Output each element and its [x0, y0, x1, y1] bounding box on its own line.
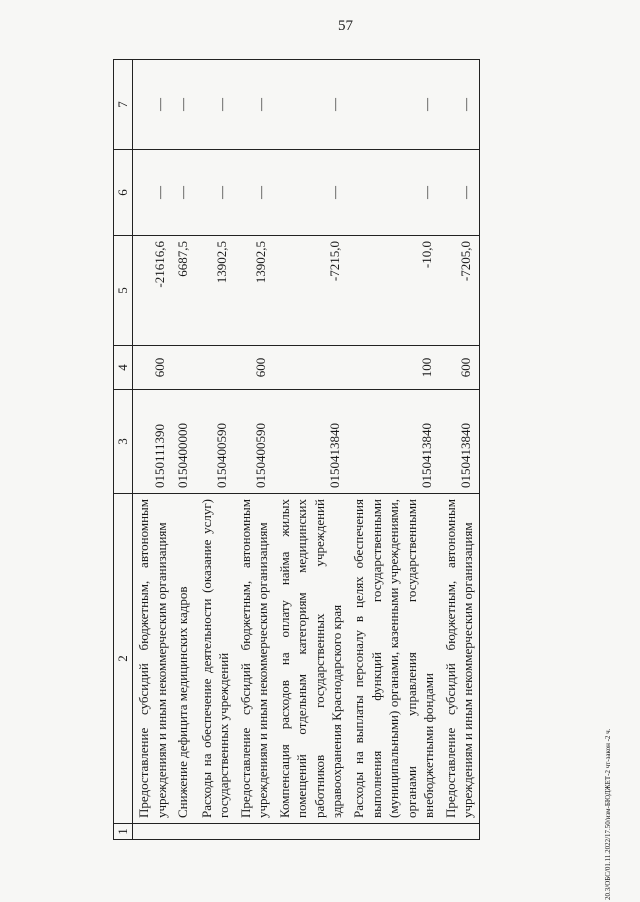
cell-code: 0150400590	[196, 390, 235, 494]
table-row	[235, 60, 274, 840]
table-row	[440, 60, 480, 840]
header-col-4: 4	[114, 346, 133, 390]
budget-table-container	[113, 60, 593, 840]
cell-col-6: —	[440, 150, 480, 236]
cell-code: 0150111390	[133, 390, 173, 494]
cell-col-7: —	[133, 60, 173, 150]
cell-col-6: —	[274, 150, 348, 236]
cell-col-7: —	[196, 60, 235, 150]
cell-index	[348, 824, 440, 840]
header-col-2: 2	[114, 494, 133, 824]
table-row	[348, 60, 440, 840]
header-col-6: 6	[114, 150, 133, 236]
cell-amount: 13902,5	[235, 236, 274, 346]
cell-expense-type	[274, 346, 348, 390]
cell-code: 0150413840	[274, 390, 348, 494]
cell-index	[440, 824, 480, 840]
cell-expense-type: 100	[348, 346, 440, 390]
cell-index	[196, 824, 235, 840]
header-col-5: 5	[114, 236, 133, 346]
cell-col-7: —	[172, 60, 196, 150]
cell-expense-type: 600	[133, 346, 173, 390]
cell-description: Предоставление субсидий бюджетным, автономным учреждениям и иным некоммерческим организациям	[133, 494, 173, 824]
cell-col-6: —	[348, 150, 440, 236]
cell-col-7: —	[274, 60, 348, 150]
table-header-row	[114, 60, 133, 840]
cell-code: 0150413840	[348, 390, 440, 494]
cell-expense-type	[196, 346, 235, 390]
cell-amount: -10,0	[348, 236, 440, 346]
header-col-3: 3	[114, 390, 133, 494]
cell-index	[235, 824, 274, 840]
cell-amount: -21616,6	[133, 236, 173, 346]
header-col-1: 1	[114, 824, 133, 840]
cell-code: 0150400000	[172, 390, 196, 494]
cell-index	[172, 824, 196, 840]
cell-expense-type: 600	[235, 346, 274, 390]
cell-index	[133, 824, 173, 840]
cell-code: 0150413840	[440, 390, 480, 494]
cell-expense-type: 600	[440, 346, 480, 390]
cell-amount: -7215,0	[274, 236, 348, 346]
table-row	[196, 60, 235, 840]
header-col-7: 7	[114, 60, 133, 150]
cell-description: Предоставление субсидий бюджетным, автономным учреждениям и иным некоммерческим организациям	[440, 494, 480, 824]
cell-description: Снижение дефицита медицинских кадров	[172, 494, 196, 824]
cell-amount: -7205,0	[440, 236, 480, 346]
cell-col-6: —	[133, 150, 173, 236]
cell-description: Компенсация расходов на оплату найма жилых помещений отдельным категориям медицинских работников государственных учреждений здравоохранения Краснодарского края	[274, 494, 348, 824]
document-footer-note	[604, 40, 616, 900]
cell-col-7: —	[440, 60, 480, 150]
cell-amount: 13902,5	[196, 236, 235, 346]
cell-description: Расходы на выплаты персоналу в целях обеспечения выполнения функций государственными (муниципальными) органами, казенными учреждениями, органами управления государственными внебюджетными фондами	[348, 494, 440, 824]
budget-table	[113, 59, 480, 840]
cell-col-6: —	[172, 150, 196, 236]
table-row	[133, 60, 173, 840]
cell-code: 0150400590	[235, 390, 274, 494]
cell-index	[274, 824, 348, 840]
cell-description: Расходы на обеспечение деятельности (оказание услуг) государственных учреждений	[196, 494, 235, 824]
cell-col-7: —	[235, 60, 274, 150]
cell-col-6: —	[235, 150, 274, 236]
table-row	[274, 60, 348, 840]
cell-col-7: —	[348, 60, 440, 150]
page-number: 57	[338, 18, 353, 34]
cell-col-6: —	[196, 150, 235, 236]
table-row	[172, 60, 196, 840]
cell-amount: 6687,5	[172, 236, 196, 346]
footer-note-text: 20.3/ОБС/01.11.2022/17.50/изм-БЮДЖЕТ-2 чт-закон -2 ч.	[604, 728, 612, 900]
cell-description: Предоставление субсидий бюджетным, автономным учреждениям и иным некоммерческим организациям	[235, 494, 274, 824]
cell-expense-type	[172, 346, 196, 390]
